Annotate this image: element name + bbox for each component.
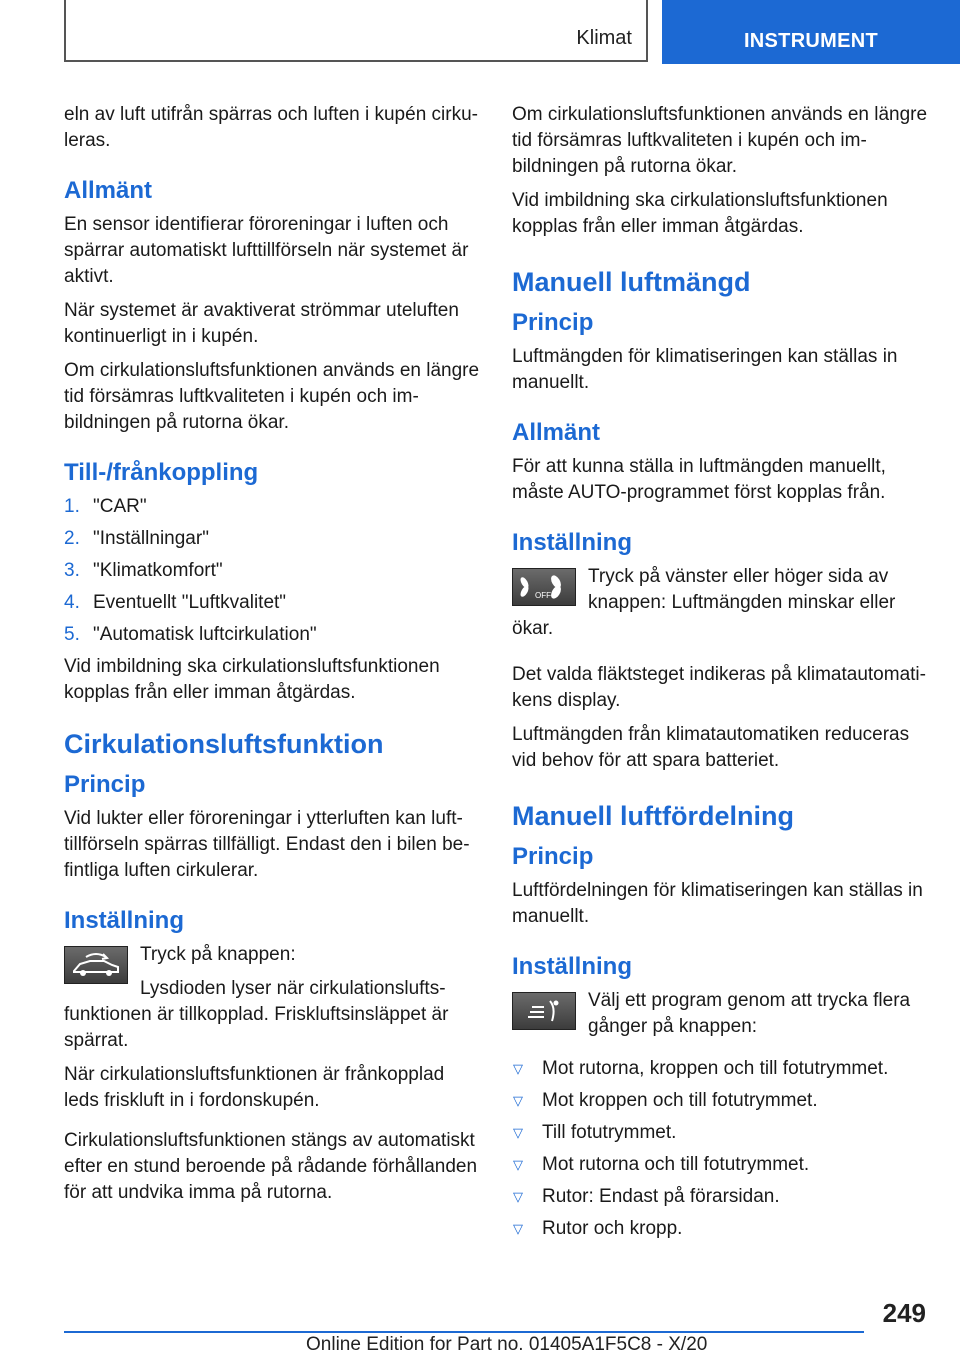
air-distribution-icon [516,996,572,1026]
step-number: 1. [64,496,80,517]
step-text: "Inställningar" [93,528,209,549]
installning-paragraph: Lysdioden lyser när cirkulationslufts-funktionen är tillkopplad. Friskluftsinsläppet är spärrat. [64,978,449,1051]
list-item [512,1184,932,1210]
list-item [512,1088,932,1114]
step-number: 4. [64,592,80,613]
step-text: "Automatisk luftcirkulation" [93,624,317,645]
installning-heading: Inställning [512,529,632,556]
program-list [512,1056,932,1242]
program-text: Mot kroppen och till fotutrymmet. [542,1090,818,1111]
air-distribution-button-image [512,992,576,1030]
step-text: Eventuellt "Luftkvalitet" [93,592,287,613]
intro-paragraph: Vid imbildning ska cirkulationsluftsfunktionen kopplas från eller imman åtgärdas. [512,190,888,237]
program-text: Mot rutorna, kroppen och till fotutrymmet. [542,1058,889,1079]
intro-text: eln av luft utifrån spärras och luften i kupén cirku-leras. [64,104,478,151]
installning-paragraph: Cirkulationsluftsfunktionen stängs av automatiskt efter en stund beroende på rådande förhållanden för att undvika imma på rutorna. [64,1130,478,1203]
princip-heading: Princip [512,843,594,870]
allmant-paragraph: En sensor identifierar föroreningar i luften och spärrar automatiskt lufttillförseln när systemet är aktivt. [64,214,469,287]
step-number: 5. [64,624,80,645]
till-note: Vid imbildning ska cirkulationsluftsfunktionen kopplas från eller imman åtgärdas. [64,656,440,703]
princip-heading: Princip [64,771,146,798]
svg-text:OFF: OFF [535,591,551,600]
step-text: "Klimatkomfort" [93,560,223,581]
princip-heading: Princip [512,309,594,336]
till-fran-heading: Till-/frånkoppling [64,459,259,486]
installning-heading: Inställning [64,907,184,934]
list-item [512,1120,932,1146]
left-column [64,102,482,1214]
cirkulation-heading: Cirkulationsluftsfunktion [64,729,384,759]
princip-text: Luftfördelningen för klimatiseringen kan ställas in manuellt. [512,880,923,927]
list-item [64,590,482,616]
fan-button-image [512,568,576,606]
princip-text: Vid lukter eller föroreningar i ytterluften kan luft-tillförseln spärras tillfälligt. Endast den i bilen be-fintliga luften cirkulerar. [64,808,470,881]
program-text: Rutor: Endast på förarsidan. [542,1186,780,1207]
list-item [512,1056,932,1082]
chapter-tab-label: INSTRUMENT [743,30,879,52]
chapter-tab [662,0,960,64]
triangle-bullet-icon: ▽ [513,1221,523,1236]
allmant-text: För att kunna ställa in luftmängden manuellt, måste AUTO-programmet först kopplas från. [512,456,886,503]
program-text: Rutor och kropp. [542,1218,683,1239]
triangle-bullet-icon: ▽ [513,1157,523,1172]
list-item [64,494,482,520]
installning-paragraph: Tryck på vänster eller höger sida av knappen: Luftmängden minskar eller ökar. [512,566,896,639]
triangle-bullet-icon: ▽ [513,1125,523,1140]
intro-paragraph: Om cirkulationsluftsfunktionen används en längre tid försämras luftkvaliteten i kupén och im-bildningen på rutorna ökar. [512,104,928,177]
allmant-heading: Allmänt [64,177,153,204]
list-item [64,526,482,552]
fordelning-heading: Manuell luftfördelning [512,801,794,831]
list-item [512,1152,932,1178]
list-item [64,558,482,584]
page-number: 249 [882,1298,926,1328]
princip-text: Luftmängden för klimatiseringen kan ställas in manuellt. [512,346,898,393]
installning-paragraph: Det valda fläktsteget indikeras på klimatautomati-kens display. [512,664,926,711]
footer-divider [64,1331,864,1333]
program-text: Till fotutrymmet. [542,1122,677,1143]
recirculation-button-image [64,946,128,984]
allmant-paragraph: Om cirkulationsluftsfunktionen används en längre tid försämras luftkvaliteten i kupén och im-bildningen på rutorna ökar. [64,360,480,433]
installning-paragraph: Välj ett program genom att trycka flera gånger på knappen: [588,990,911,1037]
installning-heading: Inställning [512,953,632,980]
footer-edition: Online Edition for Part no. 01405A1F5C8 - X/20 [306,1334,708,1355]
step-text: "CAR" [93,496,147,517]
allmant-paragraph: När systemet är avaktiverat strömmar uteluften kontinuerligt in i kupén. [64,300,459,347]
installning-paragraph: Tryck på knappen: [140,944,296,965]
car-recirculation-icon [68,950,124,980]
program-text: Mot rutorna och till fotutrymmet. [542,1154,810,1175]
section-tab [64,0,648,62]
allmant-heading: Allmänt [512,419,601,446]
step-list [64,494,482,648]
triangle-bullet-icon: ▽ [513,1061,523,1076]
list-item [512,1216,932,1242]
list-item [64,622,482,648]
installning-paragraph: Luftmängden från klimatautomatiken reduceras vid behov för att spara batteriet. [512,724,910,771]
triangle-bullet-icon: ▽ [513,1093,523,1108]
fan-off-icon [516,572,572,602]
right-column [512,102,932,1248]
luftmangd-heading: Manuell luftmängd [512,267,751,297]
step-number: 3. [64,560,80,581]
installning-paragraph: När cirkulationsluftsfunktionen är frånkopplad leds friskluft in i fordonskupén. [64,1064,445,1111]
triangle-bullet-icon: ▽ [513,1189,523,1204]
step-number: 2. [64,528,80,549]
section-tab-label: Klimat [576,27,632,49]
